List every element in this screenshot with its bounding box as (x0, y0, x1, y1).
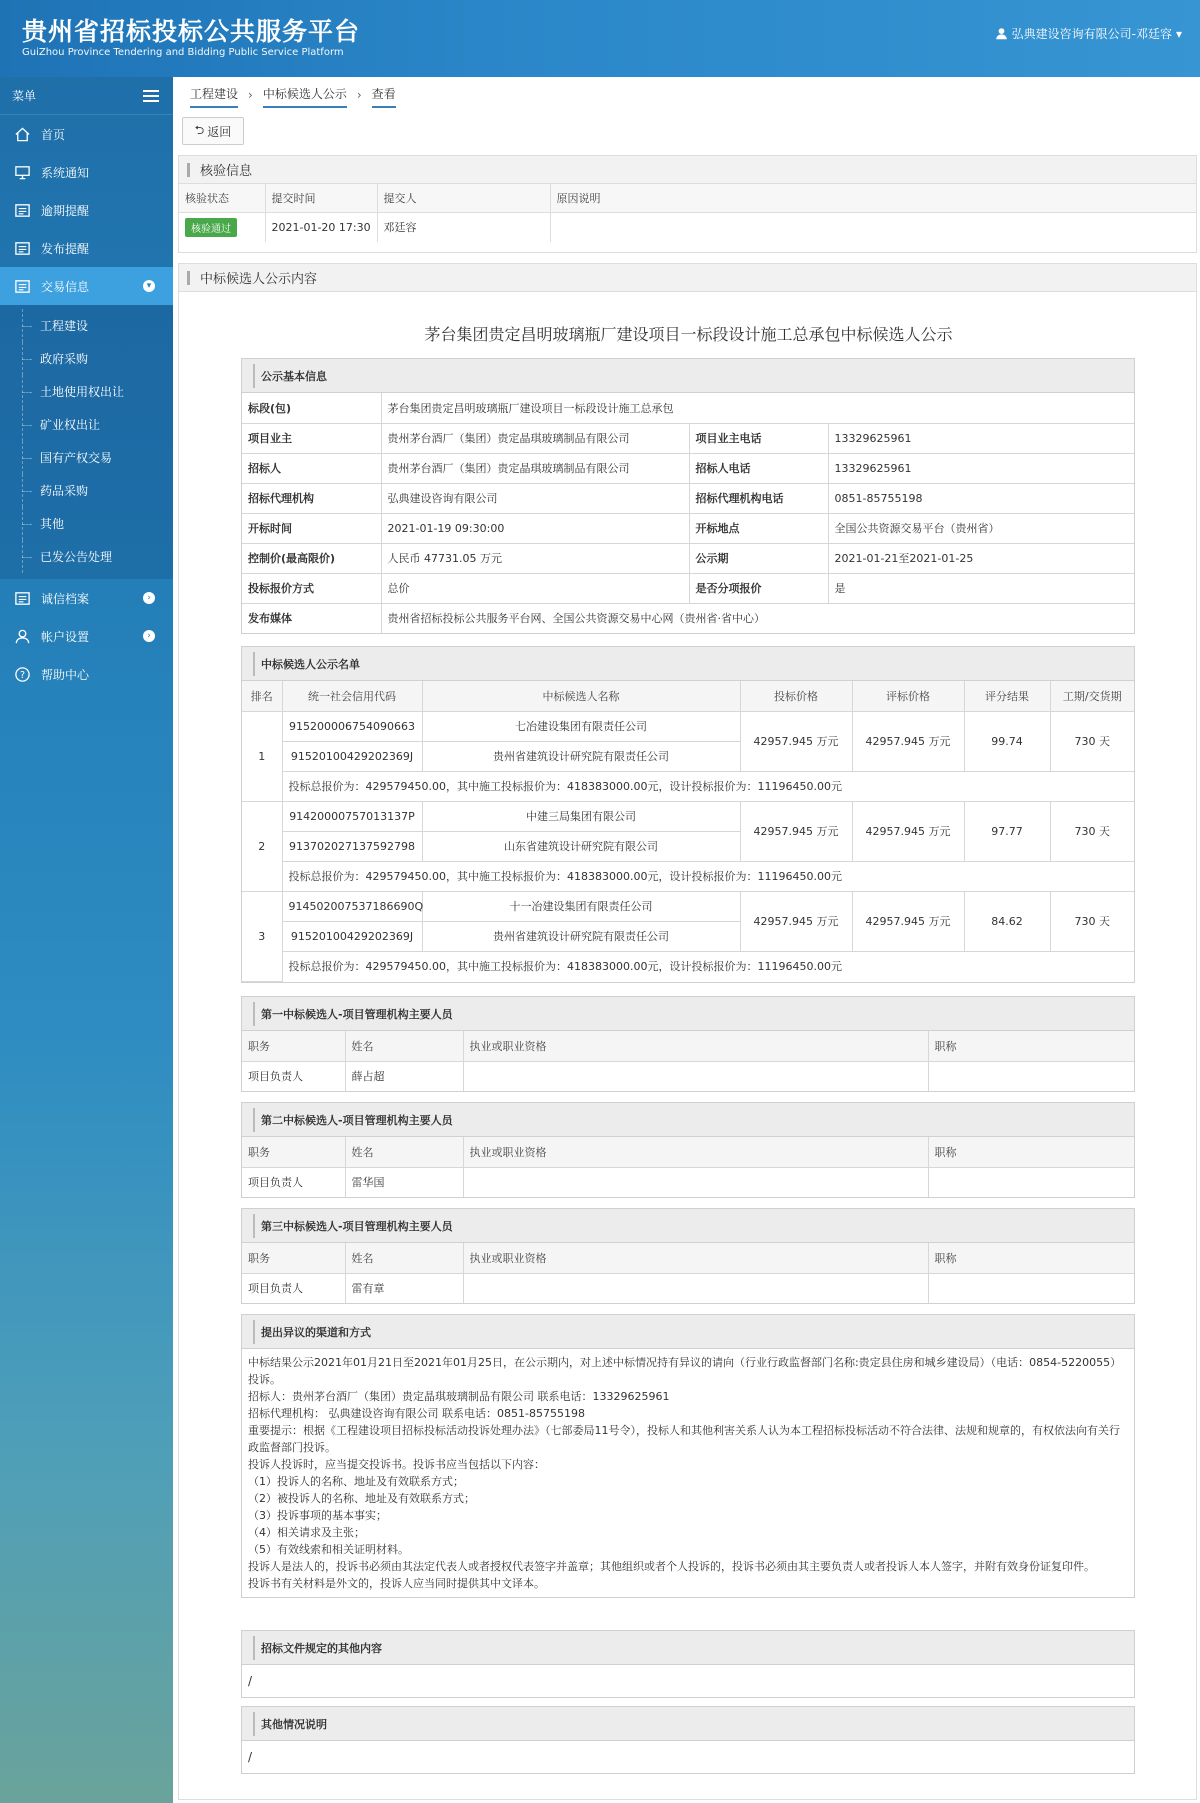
column-header: 投标价格 (740, 681, 852, 711)
breadcrumb-item: 查看 (372, 85, 396, 108)
submenu-item[interactable]: 矿业权出让 (0, 408, 173, 441)
bid-price: 42957.945 万元 (740, 801, 852, 861)
field-label: 项目业主电话 (689, 423, 828, 453)
table-row (242, 1167, 1134, 1197)
field-label: 招标人 (242, 453, 381, 483)
text-line: 投诉人投诉时，应当提交投诉书。投诉书应当包括以下内容： (248, 1458, 545, 1471)
rank: 1 (242, 711, 282, 801)
field-value: 13329625961 (828, 423, 1134, 453)
price-note: 投标总报价为：429579450.00，其中施工投标报价为：418383000.00元，设计投标报价为：11196450.00元 (282, 951, 1134, 981)
column-header: 职务 (242, 1137, 345, 1167)
table-row (242, 801, 1134, 831)
field-value: 弘典建设咨询有限公司 (381, 483, 689, 513)
credit-code: 91420000757013137P (282, 801, 422, 831)
sidebar-item-publish[interactable] (0, 229, 173, 267)
sidebar-item-label: 帐户设置 (41, 629, 90, 644)
text-line: 中标结果公示2021年01月21日至2021年01月25日，在公示期内，对上述中标情况持有异议的请向（行业行政监督部门名称:贵定县住房和城乡建设局）（电话：0854-5220055）投诉。 (248, 1356, 1122, 1386)
list-icon (14, 202, 31, 219)
sidebar-item-label: 交易信息 (41, 279, 90, 294)
submit-time: 2021-01-20 17:30 (265, 212, 377, 242)
section-title: 其他情况说明 (242, 1707, 1134, 1741)
staff-role: 项目负责人 (242, 1061, 345, 1091)
rank: 2 (242, 801, 282, 891)
text-line: 招标人：贵州茅台酒厂（集团）贵定晶琪玻璃制品有限公司 联系电话：13329625961 (248, 1390, 670, 1403)
column-header: 职称 (928, 1137, 1134, 1167)
site-subtitle: GuiZhou Province Tendering and Bidding Public Service Platform (22, 47, 344, 58)
list-icon (14, 278, 31, 295)
score: 84.62 (964, 891, 1050, 951)
field-label: 开标地点 (689, 513, 828, 543)
candidate-name: 七冶建设集团有限责任公司 (422, 711, 740, 741)
sidebar-item-label: 系统通知 (41, 165, 90, 180)
staff-name: 薛占超 (345, 1061, 463, 1091)
chevron-right-icon: › (143, 592, 155, 604)
candidates-table (242, 681, 1134, 982)
verify-panel (178, 155, 1197, 253)
sidebar-header (0, 77, 173, 115)
field-label: 投标报价方式 (242, 573, 381, 603)
list-icon (14, 590, 31, 607)
sidebar (0, 77, 173, 1803)
field-value: 0851-85755198 (828, 483, 1134, 513)
field-label: 项目业主 (242, 423, 381, 453)
staff-title (928, 1167, 1134, 1197)
column-header: 职称 (928, 1243, 1134, 1273)
field-value: 2021-01-21至2021-01-25 (828, 543, 1134, 573)
back-icon: ⮌ (194, 122, 205, 137)
monitor-icon (14, 164, 31, 181)
column-header: 原因说明 (550, 184, 1196, 212)
candidate-name: 贵州省建筑设计研究院有限责任公司 (422, 741, 740, 771)
other-notes-section (241, 1706, 1135, 1774)
text-line: （1）投诉人的名称、地址及有效联系方式； (248, 1475, 464, 1488)
staff-section-1 (241, 996, 1135, 1092)
section-title: 公示基本信息 (242, 359, 1134, 393)
submenu-item[interactable]: 工程建设 (0, 309, 173, 342)
candidate-name: 十一冶建设集团有限责任公司 (422, 891, 740, 921)
verify-table (179, 184, 1196, 242)
table-row (242, 1061, 1134, 1091)
top-header (0, 0, 1200, 77)
credit-code: 91520100429202369J (282, 741, 422, 771)
eval-price: 42957.945 万元 (852, 801, 964, 861)
field-value: 总价 (381, 573, 689, 603)
section-title: 第二中标候选人-项目管理机构主要人员 (242, 1103, 1134, 1137)
menu-label: 菜单 (12, 89, 37, 103)
chevron-right-icon: › (356, 87, 362, 102)
user-name: 弘典建设咨询有限公司-邓廷容 (1011, 27, 1172, 41)
period: 730 天 (1050, 801, 1134, 861)
column-header: 评分结果 (964, 681, 1050, 711)
column-header: 提交人 (377, 184, 550, 212)
help-icon (14, 666, 31, 683)
staff-qualification (463, 1167, 928, 1197)
field-value: 茅台集团贵定昌明玻璃瓶厂建设项目一标段设计施工总承包 (381, 393, 1134, 423)
submenu-item[interactable]: 药品采购 (0, 474, 173, 507)
objection-text (242, 1349, 1134, 1597)
text-line: （2）被投诉人的名称、地址及有效联系方式； (248, 1492, 475, 1505)
text-line: 招标代理机构： 弘典建设咨询有限公司 联系电话：0851-85755198 (248, 1407, 585, 1420)
staff-role: 项目负责人 (242, 1167, 345, 1197)
main-content (173, 77, 1200, 1803)
sidebar-item-help[interactable] (0, 655, 173, 693)
staff-role: 项目负责人 (242, 1273, 345, 1303)
field-value: 是 (828, 573, 1134, 603)
sidebar-item-label: 诚信档案 (41, 591, 90, 606)
text-line: （3）投诉事项的基本事实； (248, 1509, 387, 1522)
column-header: 执业或职业资格 (463, 1137, 928, 1167)
reason (550, 212, 1196, 242)
staff-title (928, 1273, 1134, 1303)
chevron-right-icon: › (143, 630, 155, 642)
column-header: 执业或职业资格 (463, 1243, 928, 1273)
bid-price: 42957.945 万元 (740, 891, 852, 951)
document-title: 茅台集团贵定昌明玻璃瓶厂建设项目一标段设计施工总承包中标候选人公示 (424, 325, 953, 344)
basic-info-table (242, 393, 1134, 633)
eval-price: 42957.945 万元 (852, 891, 964, 951)
field-label: 招标代理机构 (242, 483, 381, 513)
text-line: （4）相关请求及主张； (248, 1526, 365, 1539)
column-header: 核验状态 (179, 184, 265, 212)
table-row (242, 861, 1134, 891)
breadcrumb (190, 85, 396, 108)
site-title: 贵州省招标投标公共服务平台 (22, 17, 361, 46)
column-header: 评标价格 (852, 681, 964, 711)
submenu-item[interactable]: 其他 (0, 507, 173, 540)
field-label: 招标人电话 (689, 453, 828, 483)
credit-code: 913702027137592798 (282, 831, 422, 861)
candidate-name: 山东省建筑设计研究院有限公司 (422, 831, 740, 861)
price-note: 投标总报价为：429579450.00，其中施工投标报价为：418383000.00元，设计投标报价为：11196450.00元 (282, 861, 1134, 891)
staff-table (242, 1031, 1134, 1091)
section-title: 招标文件规定的其他内容 (242, 1631, 1134, 1665)
submenu-item[interactable]: 已发公告处理 (0, 540, 173, 573)
score: 97.77 (964, 801, 1050, 861)
candidate-name: 贵州省建筑设计研究院有限责任公司 (422, 921, 740, 951)
section-title: 提出异议的渠道和方式 (242, 1315, 1134, 1349)
objection-section (241, 1314, 1135, 1598)
section-title: 第三中标候选人-项目管理机构主要人员 (242, 1209, 1134, 1243)
column-header: 职务 (242, 1031, 345, 1061)
sidebar-item-credit[interactable] (0, 579, 173, 617)
user-menu[interactable] (995, 25, 1182, 42)
candidates-section (241, 646, 1135, 983)
staff-name: 雷有章 (345, 1273, 463, 1303)
text-line: 投诉人是法人的，投诉书必须由其法定代表人或者授权代表签字并盖章；其他组织或者个人投诉的，投诉书必须由其主要负责人或者投诉人本人签字，并附有效身份证复印件。 (248, 1560, 1095, 1573)
hamburger-icon[interactable] (143, 90, 159, 102)
sidebar-submenu (0, 305, 173, 579)
column-header: 执业或职业资格 (463, 1031, 928, 1061)
user-icon (14, 628, 31, 645)
field-label: 公示期 (689, 543, 828, 573)
list-icon (14, 240, 31, 257)
sidebar-item-label: 逾期提醒 (41, 203, 90, 218)
submenu-item[interactable]: 政府采购 (0, 342, 173, 375)
section-title: 中标候选人公示名单 (242, 647, 1134, 681)
field-label: 标段(包) (242, 393, 381, 423)
table-row (242, 891, 1134, 921)
table-row (242, 951, 1134, 981)
rank: 3 (242, 891, 282, 981)
breadcrumb-item[interactable]: 工程建设 (190, 85, 238, 108)
credit-code: 915200006754090663 (282, 711, 422, 741)
table-row (242, 711, 1134, 741)
column-header: 中标候选人名称 (422, 681, 740, 711)
submitter: 邓廷容 (377, 212, 550, 242)
section-title: 第一中标候选人-项目管理机构主要人员 (242, 997, 1134, 1031)
sidebar-item-label: 帮助中心 (41, 667, 90, 682)
chevron-down-icon: ▾ (143, 280, 155, 292)
column-header: 职务 (242, 1243, 345, 1273)
panel-title: 中标候选人公示内容 (179, 264, 1196, 292)
field-label: 开标时间 (242, 513, 381, 543)
field-label: 控制价(最高限价) (242, 543, 381, 573)
period: 730 天 (1050, 891, 1134, 951)
column-header: 统一社会信用代码 (282, 681, 422, 711)
sidebar-item-account[interactable] (0, 617, 173, 655)
caret-down-icon: ▾ (1175, 26, 1182, 41)
candidate-name: 中建三局集团有限公司 (422, 801, 740, 831)
field-value: 人民币 47731.05 万元 (381, 543, 689, 573)
field-value: 贵州茅台酒厂（集团）贵定晶琪玻璃制品有限公司 (381, 453, 689, 483)
score: 99.74 (964, 711, 1050, 771)
column-header: 姓名 (345, 1031, 463, 1061)
content-panel (178, 263, 1197, 1800)
field-label: 招标代理机构电话 (689, 483, 828, 513)
column-header: 姓名 (345, 1243, 463, 1273)
credit-code: 914502007537186690Q (282, 891, 422, 921)
text-line: 投诉书有关材料是外文的，投诉人应当同时提供其中文译本。 (248, 1577, 545, 1590)
price-note: 投标总报价为：429579450.00，其中施工投标报价为：418383000.00元，设计投标报价为：11196450.00元 (282, 771, 1134, 801)
field-label: 是否分项报价 (689, 573, 828, 603)
back-button[interactable] (182, 117, 244, 145)
chevron-right-icon: › (248, 87, 253, 102)
staff-title (928, 1061, 1134, 1091)
other-content-section (241, 1630, 1135, 1698)
text-line: 重要提示：根据《工程建设项目招标投标活动投诉处理办法》（七部委局11号令），投标人和其他利害关系人认为本工程招标投标活动不符合法律、法规和规章的，有权依法向有关行政监督部门投诉。 (248, 1424, 1120, 1454)
field-value: 13329625961 (828, 453, 1134, 483)
home-icon (14, 126, 31, 143)
table-row (242, 1273, 1134, 1303)
staff-qualification (463, 1061, 928, 1091)
staff-table (242, 1137, 1134, 1197)
column-header: 排名 (242, 681, 282, 711)
status-badge: 核验通过 (185, 218, 237, 237)
staff-section-2 (241, 1102, 1135, 1198)
column-header: 姓名 (345, 1137, 463, 1167)
back-label: 返回 (207, 124, 232, 139)
sidebar-item-label: 首页 (41, 127, 66, 142)
field-label: 发布媒体 (242, 603, 381, 633)
sidebar-item-trade[interactable] (0, 267, 173, 305)
sidebar-item-notice[interactable] (0, 153, 173, 191)
submenu-item[interactable]: 国有产权交易 (0, 441, 173, 474)
field-value: 2021-01-19 09:30:00 (381, 513, 689, 543)
bid-price: 42957.945 万元 (740, 711, 852, 771)
column-header: 提交时间 (265, 184, 377, 212)
other-notes-value: / (248, 1750, 253, 1764)
other-content-value: / (248, 1674, 253, 1688)
staff-section-3 (241, 1208, 1135, 1304)
basic-info-section (241, 358, 1135, 634)
period: 730 天 (1050, 711, 1134, 771)
staff-qualification (463, 1273, 928, 1303)
eval-price: 42957.945 万元 (852, 711, 964, 771)
staff-name: 雷华国 (345, 1167, 463, 1197)
submenu-item[interactable]: 土地使用权出让 (0, 375, 173, 408)
field-value: 贵州茅台酒厂（集团）贵定晶琪玻璃制品有限公司 (381, 423, 689, 453)
text-line: （5）有效线索和相关证明材料。 (248, 1543, 409, 1556)
column-header: 工期/交货期 (1050, 681, 1134, 711)
user-icon (995, 27, 1008, 40)
field-value: 全国公共资源交易平台（贵州省） (828, 513, 1134, 543)
credit-code: 91520100429202369J (282, 921, 422, 951)
sidebar-item-overdue[interactable] (0, 191, 173, 229)
sidebar-item-label: 发布提醒 (41, 241, 90, 256)
staff-table (242, 1243, 1134, 1303)
table-row (242, 771, 1134, 801)
svg-text:?: ? (19, 669, 26, 681)
column-header: 职称 (928, 1031, 1134, 1061)
breadcrumb-item[interactable]: 中标候选人公示 (263, 85, 347, 108)
field-value: 贵州省招标投标公共服务平台网、全国公共资源交易中心网（贵州省·省中心） (381, 603, 1134, 633)
panel-title: 核验信息 (179, 156, 1196, 184)
sidebar-item-home[interactable] (0, 115, 173, 153)
